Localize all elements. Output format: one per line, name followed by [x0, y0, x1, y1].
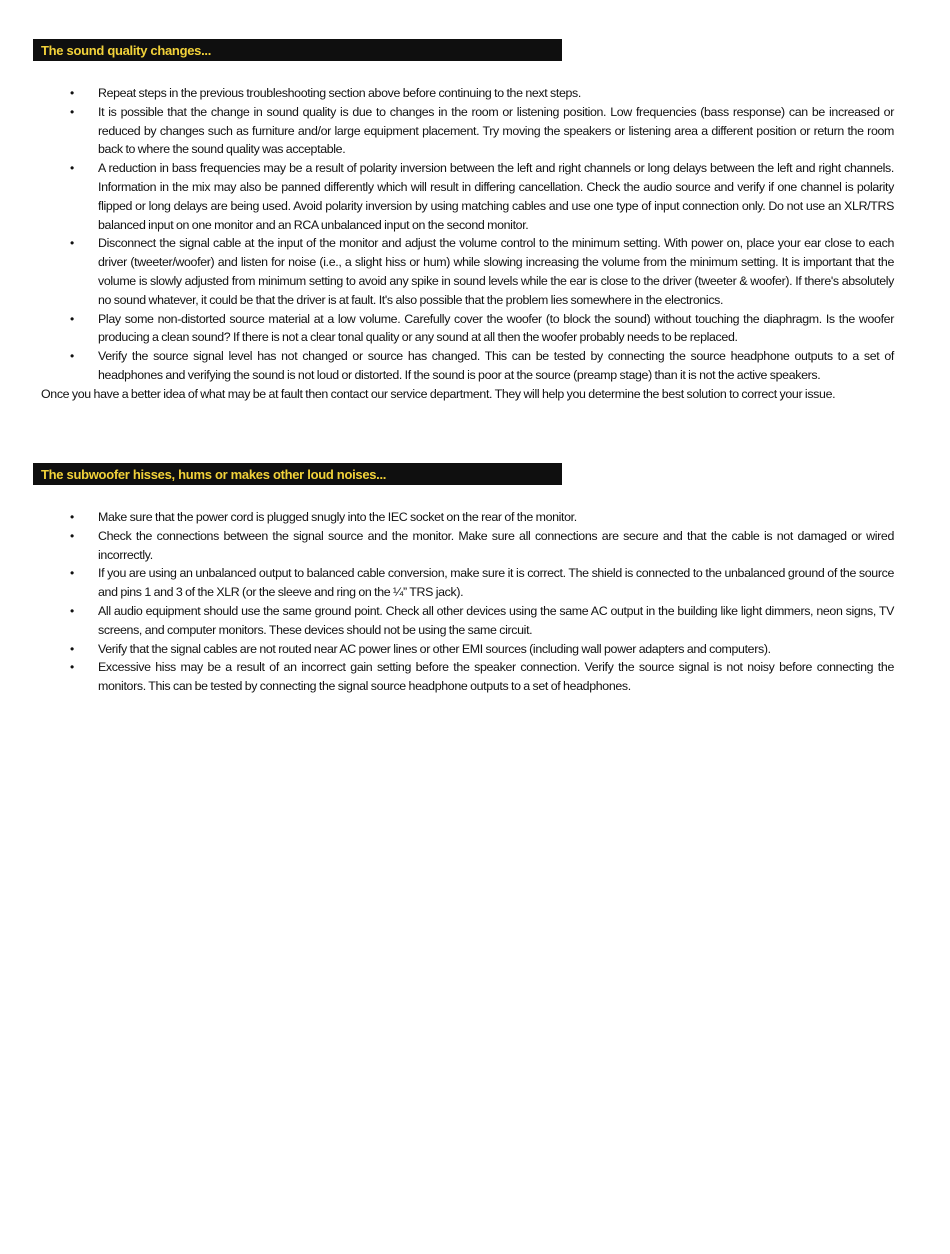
list-item — [70, 347, 894, 385]
list-item — [70, 310, 894, 348]
list-item-text: All audio equipment should use the same ground point. Check all other devices using the same AC output in the building like light dimmers, neon signs, TV screens, and computer monitors. These devices should not be using the same circuit. — [98, 603, 894, 637]
list-item-text: It is possible that the change in sound quality is due to changes in the room or listening position. Low frequencies (bass response) can be increased or reduced by changes such as furniture and/or large equipment placement. Try moving the speakers or listening area a different position or return the room back to where the sound quality was acceptable. — [98, 104, 894, 157]
list-item — [70, 84, 894, 103]
section-subwoofer-noise — [0, 463, 950, 696]
bullet-icon: • — [70, 641, 74, 656]
bullet-icon: • — [70, 566, 74, 581]
list-item-text: If you are using an unbalanced output to balanced cable conversion, make sure it is correct. The shield is connected to the unbalanced ground of the source and pins 1 and 3 of the XLR (or the sleeve and ring on the ¼” TRS jack). — [98, 566, 894, 600]
bullet-icon: • — [70, 236, 74, 251]
bullet-icon: • — [70, 311, 74, 326]
list-item-text: Verify the source signal level has not changed or source has changed. This can be tested by connecting the source headphone outputs to a set of headphones and verifying the sound is not loud or distorted. If the sound is poor at the source (preamp stage) than it is not the active speakers. — [98, 349, 894, 382]
list-item-text: Repeat steps in the previous troubleshooting section above before continuing to the next steps. — [98, 86, 581, 100]
list-item — [70, 564, 894, 602]
troubleshooting-list — [0, 84, 950, 385]
bullet-icon: • — [70, 603, 74, 618]
bullet-icon: • — [70, 104, 74, 119]
list-item-text: Play some non-distorted source material at a low volume. Carefully cover the woofer (to block the sound) without touching the diaphragm. Is the woofer producing a clean sound? If there is not a clear tonal quality or any sound at all then the woofer probably needs to be replaced. — [98, 311, 894, 345]
troubleshooting-list — [0, 508, 950, 696]
list-item — [70, 658, 894, 696]
section-sound-quality — [0, 39, 950, 404]
list-item — [70, 234, 894, 309]
section-title: The sound quality changes... — [41, 42, 212, 58]
list-item — [70, 159, 894, 234]
bullet-icon: • — [70, 660, 74, 675]
list-item-text: Verify that the signal cables are not routed near AC power lines or other EMI sources (including wall power adapters and computers). — [98, 641, 771, 656]
list-item — [70, 527, 894, 565]
bullet-icon: • — [70, 161, 74, 176]
list-item-text: Excessive hiss may be a result of an incorrect gain setting before the speaker connection. Verify the source signal is not noisy before connecting the monitors. This can be tested by connecting the signal source headphone outputs to a set of headphones. — [98, 660, 894, 694]
list-item — [70, 508, 894, 527]
list-item-text: Check the connections between the signal source and the monitor. Make sure all connections are secure and that the cable is not damaged or wired incorrectly. — [98, 528, 894, 562]
list-item — [70, 602, 894, 640]
closing-paragraph: Once you have a better idea of what may be at fault then contact our service department. They will help you determine the best solution to correct your issue. — [41, 386, 836, 401]
list-item — [70, 640, 894, 659]
list-item-text: Disconnect the signal cable at the input of the monitor and adjust the volume control to the minimum setting. With power on, place your ear close to each driver (tweeter/woofer) and listen for noise (i.e., a slight hiss or hum) while slowing increasing the volume from the minimum setting. It is important that the volume is slowly adjusted from minimum setting to avoid any spike in sound levels while the ear is close to the driver (tweeter & woofer). If there's absolutely no sound whatever, it could be that the driver is at fault. It's also possible that the problem lies somewhere in the electronics. — [98, 236, 894, 307]
list-item — [70, 103, 894, 159]
list-item-text: Make sure that the power cord is plugged snugly into the IEC socket on the rear of the monitor. — [98, 510, 577, 524]
section-title: The subwoofer hisses, hums or makes other loud noises... — [41, 466, 387, 482]
section-header — [33, 39, 562, 61]
list-item-text: A reduction in bass frequencies may be a result of polarity inversion between the left and right channels or long delays between the left and right channels. Information in the mix may also be panned differently which will result in differing cancellation. Check the audio source and verify if one channel is polarity flipped or long delays are being used. Avoid polarity inversion by using matching cables and use one type of input connection only. Do not use an XLR/TRS balanced input on one monitor and an RCA unbalanced input on the second monitor. — [98, 161, 894, 232]
bullet-icon: • — [70, 349, 74, 364]
bullet-icon: • — [70, 510, 74, 524]
bullet-icon: • — [70, 528, 74, 543]
bullet-icon: • — [70, 86, 74, 100]
section-header — [33, 463, 562, 485]
